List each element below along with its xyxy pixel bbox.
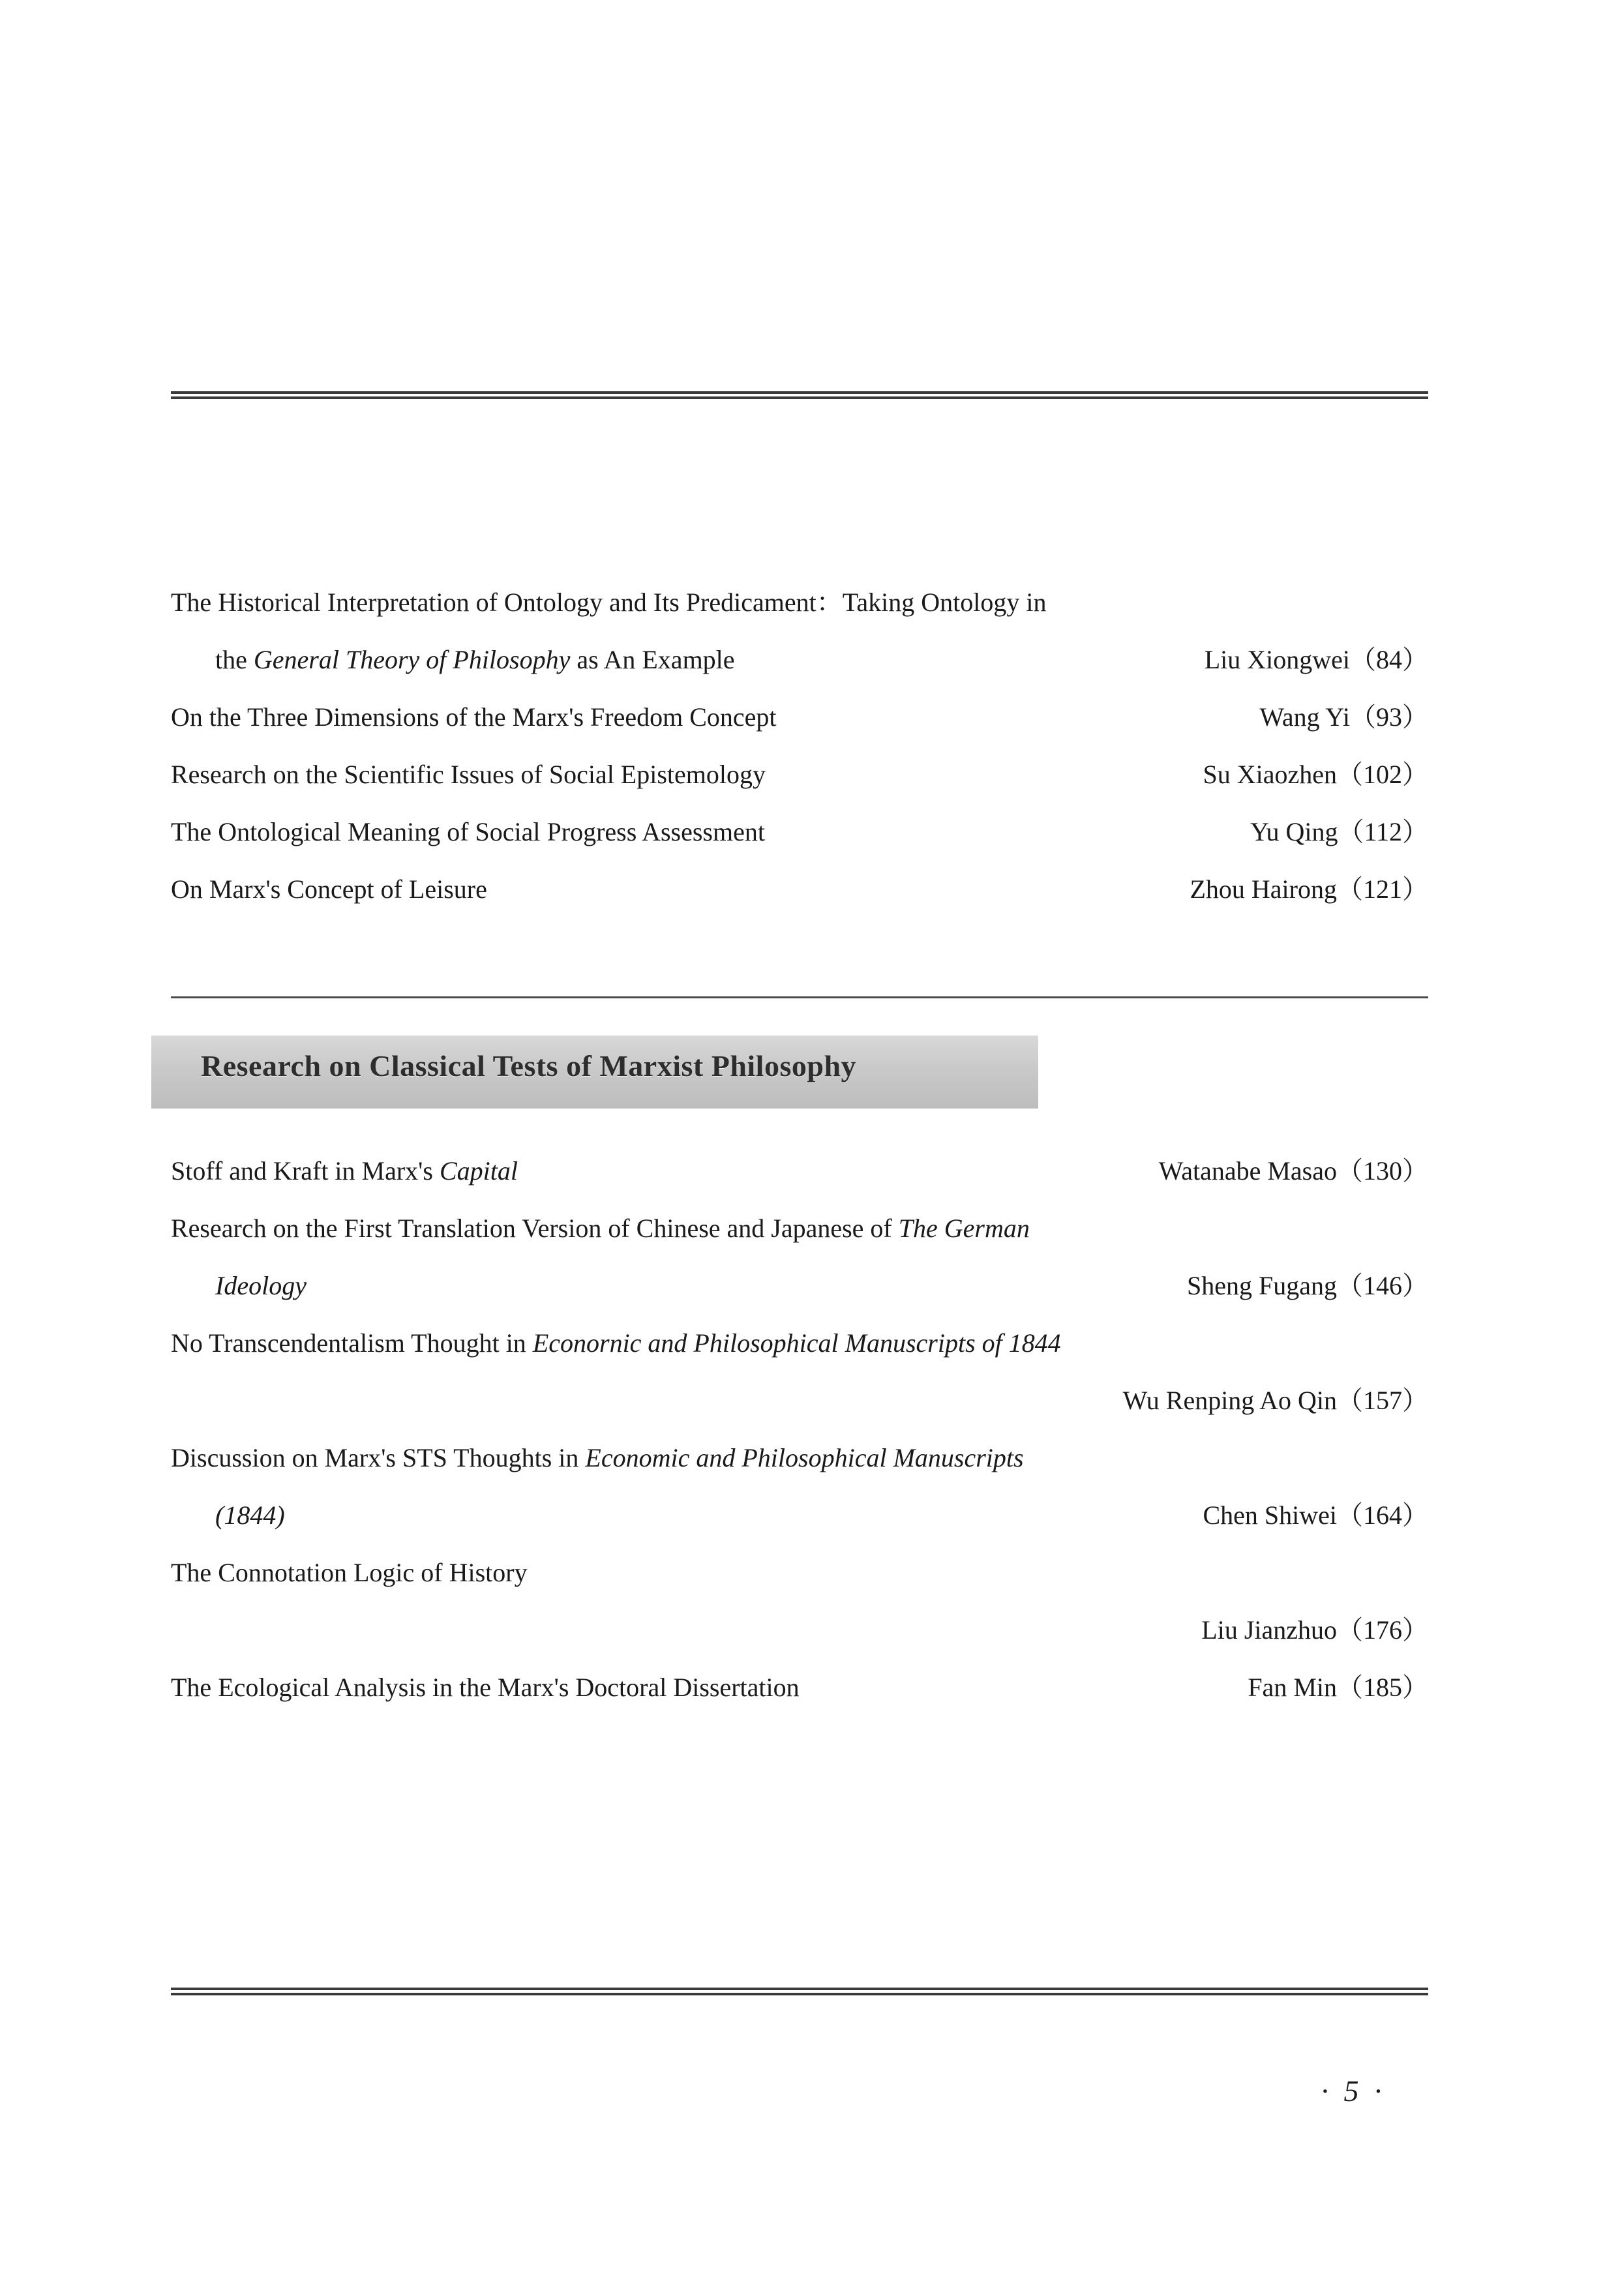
- toc-entry-title-suffix: as An Example: [570, 645, 735, 674]
- toc-entry[interactable]: [171, 1544, 1428, 1659]
- toc-entry-colon: ：: [816, 588, 843, 617]
- toc-entry-title-line2: [215, 1487, 285, 1544]
- toc-entry-title-italic: The German: [898, 1214, 1030, 1243]
- toc-entry[interactable]: [171, 1315, 1428, 1429]
- toc-entry-title-italic: Capital: [439, 1156, 518, 1185]
- toc-entry-title-line2: [215, 631, 735, 689]
- toc-entry[interactable]: [171, 1142, 1428, 1200]
- toc-entry-title-cont: Taking Ontology in: [842, 588, 1047, 617]
- toc-entry-title: On the Three Dimensions of the Marx's Freedom Concept: [171, 702, 777, 732]
- toc-entry-title-italic-cont: Ideology: [215, 1271, 307, 1300]
- toc-entry-title: Research on the First Translation Version of Chinese and Japanese of: [171, 1214, 899, 1243]
- toc-entry-title: The Historical Interpretation of Ontology and Its Predicament: [171, 588, 816, 617]
- toc-entry[interactable]: [171, 803, 1428, 861]
- toc-entry-author-page: Wang Yi（93）: [1259, 702, 1428, 732]
- toc-entry-title: The Connotation Logic of History: [171, 1558, 528, 1587]
- toc-entry-title: The Ecological Analysis in the Marx's Doctoral Dissertation: [171, 1673, 800, 1702]
- toc-entry-title-italic: Economic and Philosophical Manuscripts: [585, 1443, 1024, 1472]
- toc-entry-title-italic: Econornic and Philosophical Manuscripts of 1844: [532, 1328, 1061, 1358]
- toc-entry-author-page: Watanabe Masao（130）: [1158, 1156, 1428, 1185]
- toc-entry-title-prefix: Stoff and Kraft in Marx's: [171, 1156, 440, 1185]
- page-number: · 5 ·: [1321, 2074, 1386, 2108]
- toc-entry-title-line2: [215, 1257, 307, 1315]
- toc-entry-title: On Marx's Concept of Leisure: [171, 874, 487, 904]
- toc-entry-title-italic-cont: (1844): [215, 1500, 285, 1530]
- toc-entry-author-page: Wu Renping Ao Qin（157）: [1122, 1386, 1428, 1415]
- toc-entry[interactable]: [171, 1429, 1428, 1544]
- toc-entry-title: [171, 1142, 518, 1200]
- toc-entry-author-page: Zhou Hairong（121）: [1190, 874, 1428, 904]
- toc-entry[interactable]: [171, 861, 1428, 918]
- toc-entry[interactable]: [171, 1200, 1428, 1315]
- toc-entry-title-italic: General Theory of Philosophy: [253, 645, 571, 674]
- toc-entry-author-page: Fan Min（185）: [1248, 1673, 1428, 1702]
- toc-entry-title: No Transcendentalism Thought in: [171, 1328, 533, 1358]
- toc-group-one: [171, 574, 1428, 918]
- toc-entry-author-page: Sheng Fugang（146）: [1187, 1271, 1428, 1300]
- toc-entry-title: Discussion on Marx's STS Thoughts in: [171, 1443, 586, 1472]
- toc-entry-author-page: Yu Qing（112）: [1250, 817, 1428, 846]
- toc-group-two: [171, 1142, 1428, 1716]
- section-divider-rule: [171, 996, 1428, 998]
- toc-entry[interactable]: [171, 689, 1428, 746]
- toc-entry-author-page: Su Xiaozhen（102）: [1203, 760, 1428, 789]
- toc-entry-author-page: Liu Jianzhuo（176）: [1201, 1615, 1428, 1645]
- footer-double-rule: [171, 1988, 1428, 1995]
- toc-entry-title: The Ontological Meaning of Social Progress Assessment: [171, 817, 765, 846]
- toc-entry-author-page: Chen Shiwei（164）: [1203, 1500, 1428, 1530]
- toc-entry[interactable]: [171, 1659, 1428, 1716]
- toc-entry[interactable]: [171, 574, 1428, 689]
- header-double-rule: [171, 391, 1428, 399]
- toc-entry-title: Research on the Scientific Issues of Social Epistemology: [171, 760, 766, 789]
- section-banner-title: Research on Classical Tests of Marxist Philosophy: [201, 1049, 857, 1082]
- toc-entry-title-prefix: the: [215, 645, 254, 674]
- toc-entry-author-page: Liu Xiongwei（84）: [1204, 645, 1428, 674]
- toc-entry[interactable]: [171, 746, 1428, 803]
